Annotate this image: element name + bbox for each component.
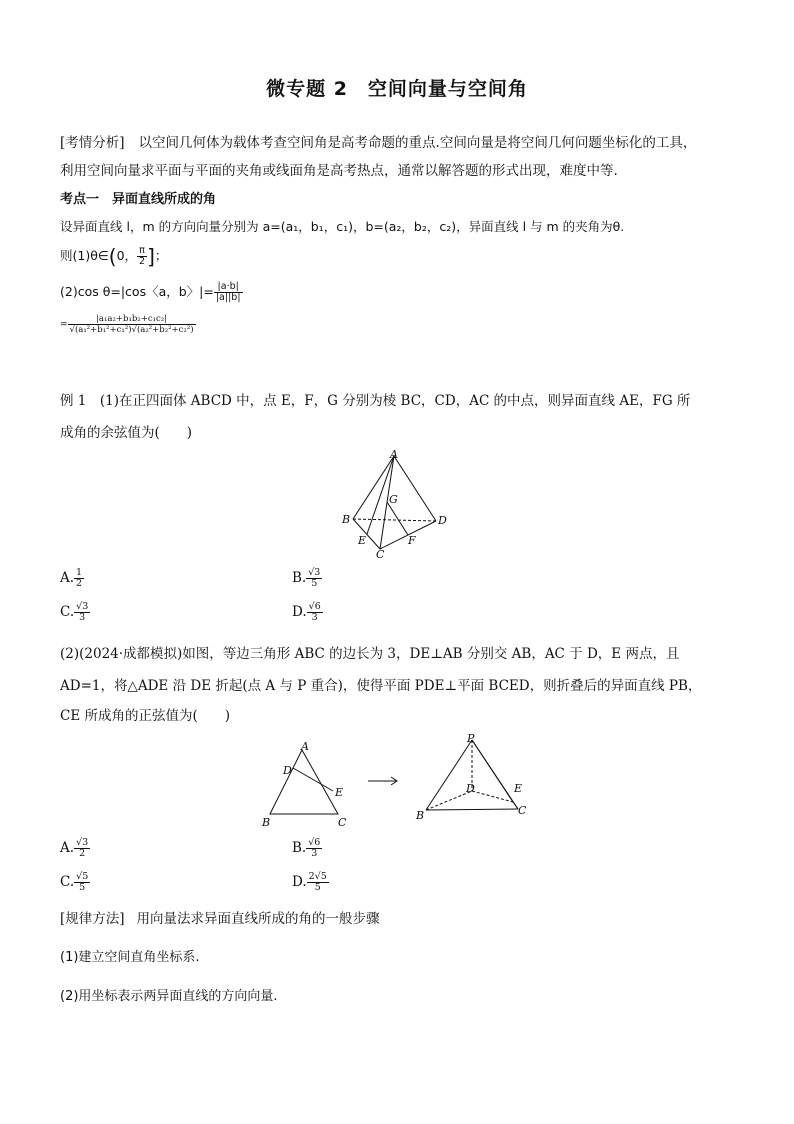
label-P: P	[467, 732, 475, 745]
q2-option-B[interactable]: B. $\frac{√6}{3}$	[292, 837, 321, 859]
label-C: C	[518, 804, 527, 817]
folded-figure	[414, 730, 538, 826]
method-step-2: (2)用坐标表示两异面直线的方向向量.	[60, 989, 278, 1004]
label-D: D	[438, 514, 447, 527]
q2-option-C[interactable]: C. $\frac{√5}{5}$	[60, 871, 89, 893]
q2-option-A[interactable]: A. $\frac{√3}{2}$	[60, 837, 89, 859]
page-title: 微专题 2 空间向量与空间角	[266, 78, 528, 100]
section-heading: 考点一 异面直线所成的角	[60, 192, 217, 207]
cos-line	[60, 282, 243, 303]
intro-text-1: 以空间几何体为载体考查空间角是高考命题的重点.空间向量是将空间几何问题坐标化的工具，	[138, 135, 697, 151]
edge-PC	[472, 740, 518, 809]
intro-line-2: 利用空间向量求平面与平面的夹角或线面角是高考热点，通常以解答题的形式出现，难度中等.	[60, 163, 618, 179]
label-E: E	[335, 786, 344, 799]
q1-option-C[interactable]: C. $\frac{√3}{3}$	[60, 601, 89, 623]
edge-BC	[426, 809, 518, 810]
method-step-1: (1)建立空间直角坐标系.	[60, 950, 200, 965]
edge-BD-dashed	[353, 519, 436, 521]
segment-DE	[293, 768, 333, 791]
label-D: D	[466, 782, 475, 795]
q2-line-3: CE 所成角的正弦值为( )	[60, 708, 231, 724]
q2-line-2: AD=1，将△ADE 沿 DE 折起(点 A 与 P 重合)，使得平面 PDE⊥平面 BCED，则折叠后的异面直线 PB，	[60, 678, 702, 694]
formula-fraction: $\frac{\text{|a₁a₂+b₁b₂+c₁c₂|}}{\text{√(a₁²+b₁²+c₁²)√(a₂²+b₂²+c₂²)}}$	[69, 314, 194, 335]
cos-text: (2)cos θ=|cos〈a，b〉|=	[60, 284, 214, 299]
label-E: E	[358, 534, 367, 547]
method-tag: [规律方法]	[60, 911, 125, 927]
label-F: F	[408, 534, 416, 547]
range-left: 0，	[116, 248, 138, 263]
label-B: B	[262, 816, 271, 829]
triangle-figure	[258, 738, 358, 830]
edge-AD	[394, 456, 436, 521]
fold-arrow-icon	[366, 775, 402, 787]
tetrahedron-figure	[336, 446, 460, 562]
label-C: C	[338, 816, 347, 829]
formula-eq: =	[60, 320, 68, 330]
range-prefix: 则(1)θ∈	[60, 248, 109, 263]
label-C: C	[376, 548, 385, 561]
formula-line	[60, 314, 196, 335]
intro-line-1	[60, 133, 696, 153]
edge-PB	[426, 740, 472, 810]
triangle-ABC	[270, 750, 338, 814]
method-heading: 用向量法求异面直线所成的角的一般步骤	[136, 911, 380, 927]
q1-option-A[interactable]: A. $\frac{1}{2}$	[60, 567, 83, 589]
method-line	[60, 909, 380, 929]
q1-option-B[interactable]: B. $\frac{√3}{5}$	[292, 567, 321, 589]
label-G: G	[389, 493, 398, 506]
setup-line: 设异面直线 l，m 的方向向量分别为 a=(a₁，b₁，c₁)，b=(a₂，b₂，c₂)，异面直线 l 与 m 的夹角为θ.	[60, 219, 625, 234]
segment-GF	[387, 502, 408, 535]
q1-option-D[interactable]: D. $\frac{√6}{3}$	[292, 601, 321, 623]
range-suffix: ；	[154, 248, 168, 263]
intro-tag: [考情分析]	[60, 135, 125, 151]
edge-AB	[353, 456, 394, 519]
q2-option-D[interactable]: D. $\frac{2√5}{5}$	[292, 871, 327, 893]
pi-over-2: $\frac{\pi}{2}$	[139, 245, 146, 267]
label-E: E	[514, 782, 523, 795]
label-D: D	[283, 764, 292, 777]
label-B: B	[342, 513, 351, 526]
q1-line-2: 成角的余弦值为( )	[60, 425, 193, 441]
cos-fraction: $\frac{|a\cdot b|}{|a||b|}$	[215, 281, 241, 303]
label-B: B	[416, 809, 425, 822]
q1-line-1: 例 1 (1)在正四面体 ABCD 中，点 E，F，G 分别为棱 BC，CD，AC 的中点，则异面直线 AE，FG 所	[60, 393, 691, 409]
label-A: A	[390, 448, 398, 461]
label-A: A	[301, 740, 309, 753]
range-line: 则(1)θ∈(0， $\frac{\pi}{2}$ ]；	[60, 244, 168, 269]
q2-line-1: (2)(2024·成都模拟)如图，等边三角形 ABC 的边长为 3，DE⊥AB 分别交 AB，AC 于 D，E 两点，且	[60, 646, 680, 662]
